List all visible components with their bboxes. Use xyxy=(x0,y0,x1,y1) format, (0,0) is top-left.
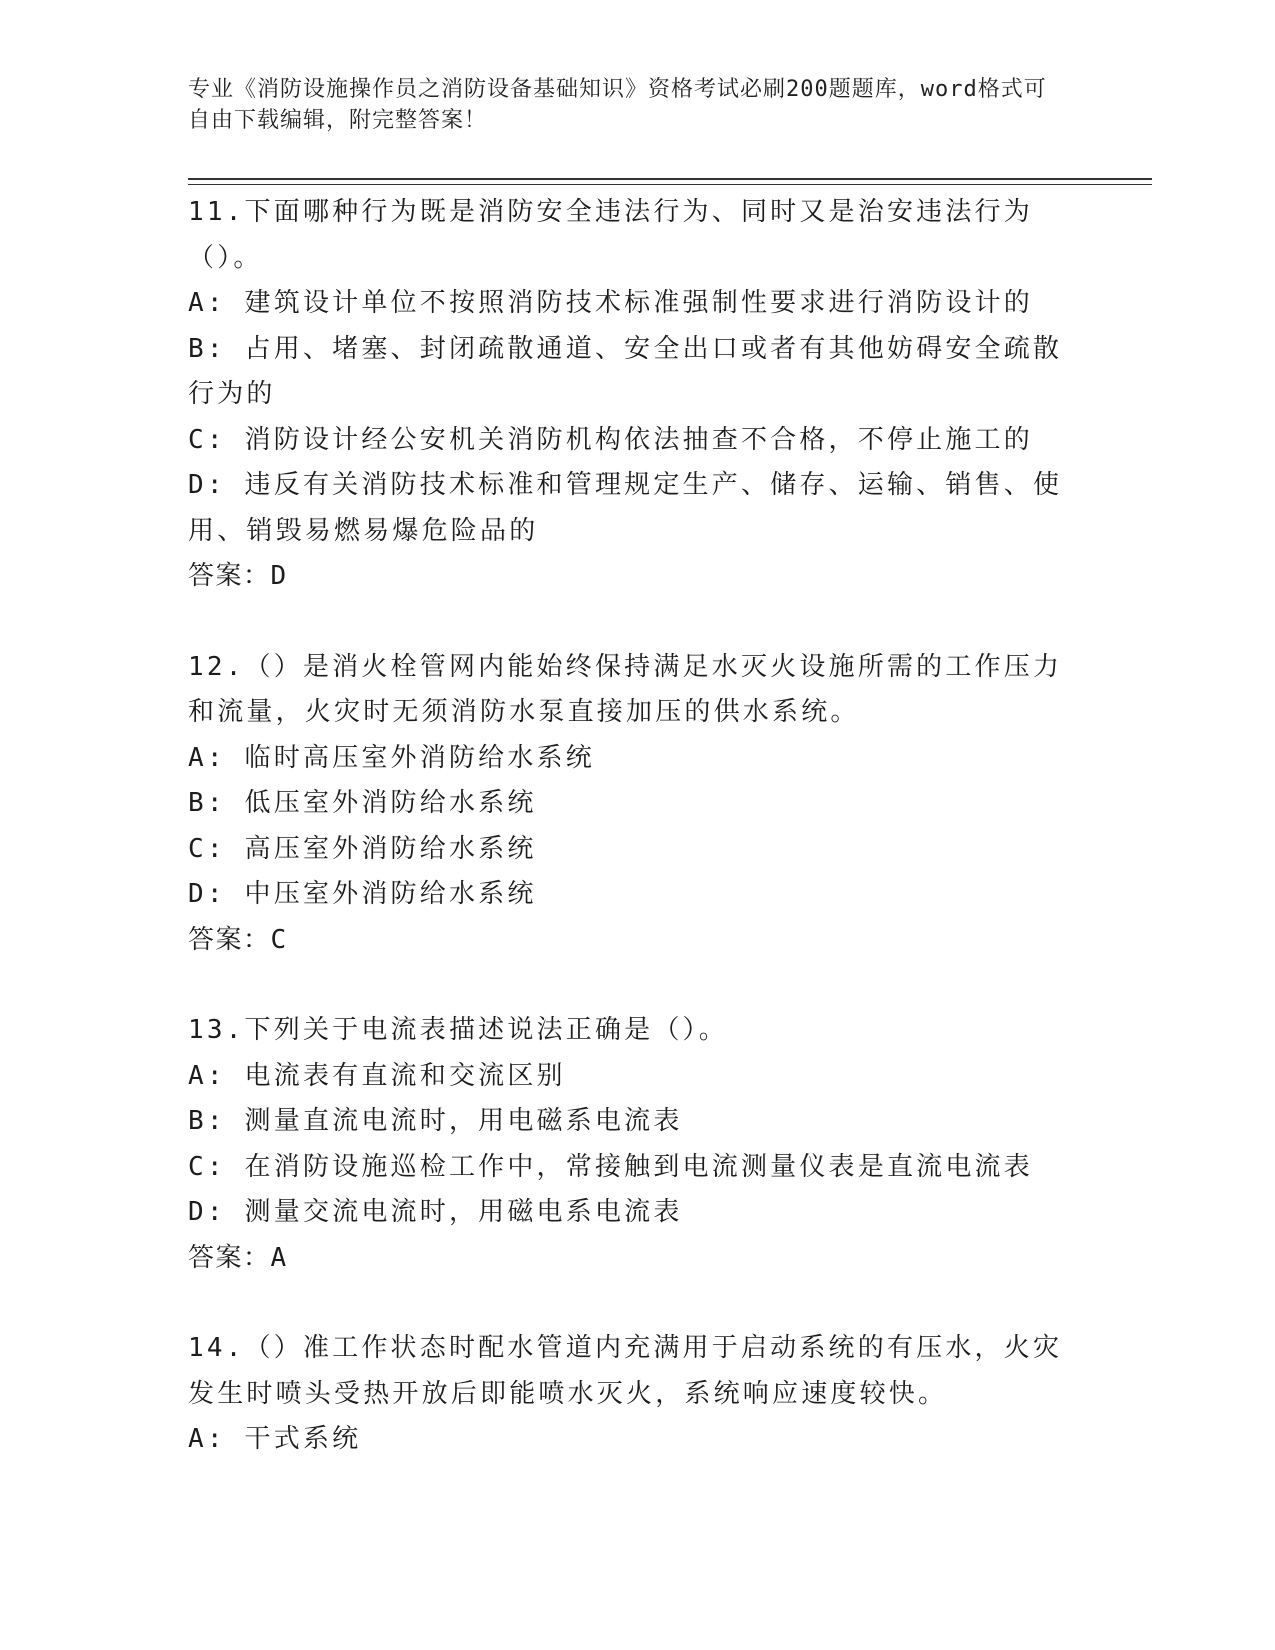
header-divider-thick xyxy=(188,178,1152,180)
option-d: D: 中压室外消防给水系统 xyxy=(188,879,537,909)
question-11 xyxy=(188,190,1088,600)
option-a: A: 干式系统 xyxy=(188,1424,362,1454)
question-14 xyxy=(188,1326,1088,1463)
question-stem: 14.（）准工作状态时配水管道内充满用于启动系统的有压水，火灾发生时喷头受热开放后即能喷水灭火，系统响应速度较快。 xyxy=(188,1333,1063,1409)
option-c: C: 消防设计经公安机关消防机构依法抽查不合格，不停止施工的 xyxy=(188,424,1033,455)
document-header: 专业《消防设施操作员之消防设备基础知识》资格考试必刷200题题库，word格式可自由下载编辑，附完整答案！ xyxy=(188,77,1047,133)
option-a: A: 建筑设计单位不按照消防技术标准强制性要求进行消防设计的 xyxy=(188,288,1033,318)
question-stem: 11.下面哪种行为既是消防安全违法行为、同时又是治安违法行为（）。 xyxy=(188,197,1033,273)
question-13 xyxy=(188,1008,1088,1281)
option-c: C: 在消防设施巡检工作中，常接触到电流测量仪表是直流电流表 xyxy=(188,1151,1033,1182)
answer: 答案：C xyxy=(188,924,288,955)
header-divider-thin xyxy=(188,184,1152,185)
question-12 xyxy=(188,645,1088,964)
option-b: B: 占用、堵塞、封闭疏散通道、安全出口或者有其他妨碍安全疏散行为的 xyxy=(188,333,1063,409)
answer: 答案：A xyxy=(188,1242,288,1273)
option-a: A: 临时高压室外消防给水系统 xyxy=(188,742,595,773)
option-b: B: 低压室外消防给水系统 xyxy=(188,788,537,818)
question-stem: 12.（）是消火栓管网内能始终保持满足水灭火设施所需的工作压力和流量，火灾时无须消防水泵直接加压的供水系统。 xyxy=(188,651,1063,727)
question-stem: 13.下列关于电流表描述说法正确是（）。 xyxy=(188,1015,728,1045)
answer: 答案：D xyxy=(188,561,288,591)
option-a: A: 电流表有直流和交流区别 xyxy=(188,1060,566,1091)
option-d: D: 违反有关消防技术标准和管理规定生产、储存、运输、销售、使用、销毁易燃易爆危险品的 xyxy=(188,470,1063,546)
option-d: D: 测量交流电流时，用磁电系电流表 xyxy=(188,1197,683,1227)
option-b: B: 测量直流电流时，用电磁系电流表 xyxy=(188,1106,683,1136)
question-list xyxy=(188,190,1088,1508)
option-c: C: 高压室外消防给水系统 xyxy=(188,833,537,864)
